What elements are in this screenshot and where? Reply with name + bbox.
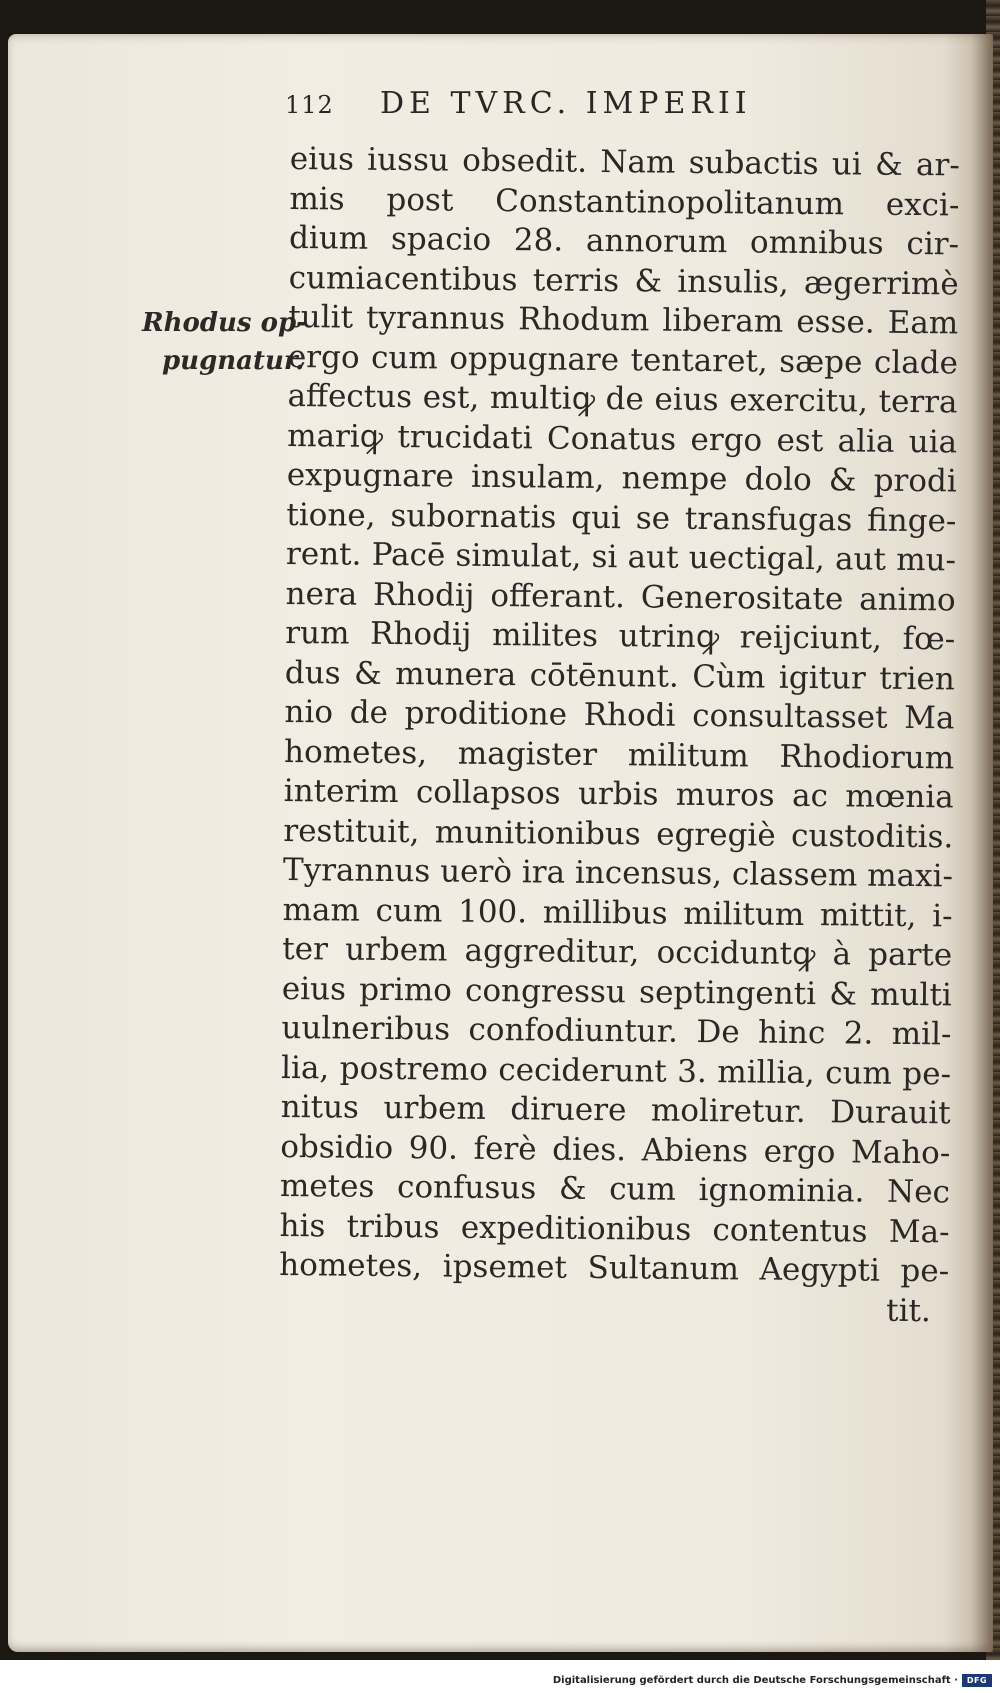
text-line: dium spacio 28. annorum omnibus cir- <box>288 219 960 263</box>
text-line: rum Rhodij milites utrinꝙ reijciunt, fœ- <box>285 614 956 658</box>
text-line: tione, subornatis qui se transfugas finge- <box>286 496 957 539</box>
text-line: expugnare insulam, nempe dolo & prodi <box>286 456 957 500</box>
running-head <box>285 84 845 124</box>
text-line: mariꝙ trucidati Conatus ergo est alia uia <box>286 417 958 460</box>
text-line: cumiacentibus terris & insulis, ægerrimè <box>288 259 959 302</box>
text-line: hometes, magister militum Rhodiorum <box>283 733 955 776</box>
text-line: nitus urbem diruere moliretur. Durauit <box>280 1088 951 1132</box>
dfg-logo: DFG <box>962 1674 992 1687</box>
text-line: nio de proditione Rhodi consultasset Ma <box>284 693 955 737</box>
text-line: Tyrannus uerò ira incensus, classem maxi- <box>282 851 954 895</box>
text-line: uulneribus confodiuntur. De hinc 2. mil- <box>281 1009 952 1053</box>
text-line: ter urbem aggreditur, occiduntꝙ à parte <box>282 930 953 974</box>
text-line: nera Rhodij offerant. Generositate animo <box>285 575 956 618</box>
marginal-note <box>142 304 307 380</box>
text-line: rent. Pacē simulat, si aut uectigal, aut mu- <box>285 535 957 579</box>
text-line: metes confusus & cum ignominia. Nec <box>279 1167 951 1211</box>
marginal-note-line: pugnatur. <box>162 346 305 376</box>
text-line: lia, postremo ceciderunt 3. millia, cum pe- <box>280 1049 952 1092</box>
text-line: his tribus expeditionibus contentus Ma- <box>279 1207 950 1250</box>
text-line: hometes, ipsemet Sultanum Aegypti pe- <box>279 1246 950 1290</box>
marginal-note-line: Rhodus op- <box>142 308 307 338</box>
running-head-title: DE TVRC. IMPERII <box>380 86 752 121</box>
text-line: eius primo congressu septingenti & multi <box>281 970 952 1013</box>
text-line: tit. <box>885 1292 931 1329</box>
text-line: dus & munera cōtēnunt. Cùm igitur trien <box>284 654 956 697</box>
text-line: affectus est, multiꝙ de eius exercitu, terra <box>287 377 958 421</box>
body-text <box>279 140 960 1331</box>
page-edge-shadow <box>971 34 993 1652</box>
text-line: restituit, munitionibus egregiè custoditis. <box>283 812 954 855</box>
text-line: ergo cum oppugnare tentaret, sæpe clade <box>287 338 959 381</box>
text-line: obsidio 90. ferè dies. Abiens ergo Maho- <box>280 1128 951 1171</box>
text-line: mam cum 100. millibus militum mittit, i- <box>282 891 953 934</box>
text-line: tulit tyrannus Rhodum liberam esse. Eam <box>288 298 959 342</box>
text-line: interim collapsos urbis muros ac mœnia <box>283 772 954 816</box>
page-number: 112 <box>285 91 334 119</box>
funding-credit: Digitalisierung gefördert durch die Deutsche Forschungsgemeinschaft · <box>552 1675 958 1686</box>
text-line: mis post Constantinopolitanum exci- <box>289 180 960 223</box>
text-line: eius iussu obsedit. Nam subactis ui & ar- <box>289 140 960 184</box>
